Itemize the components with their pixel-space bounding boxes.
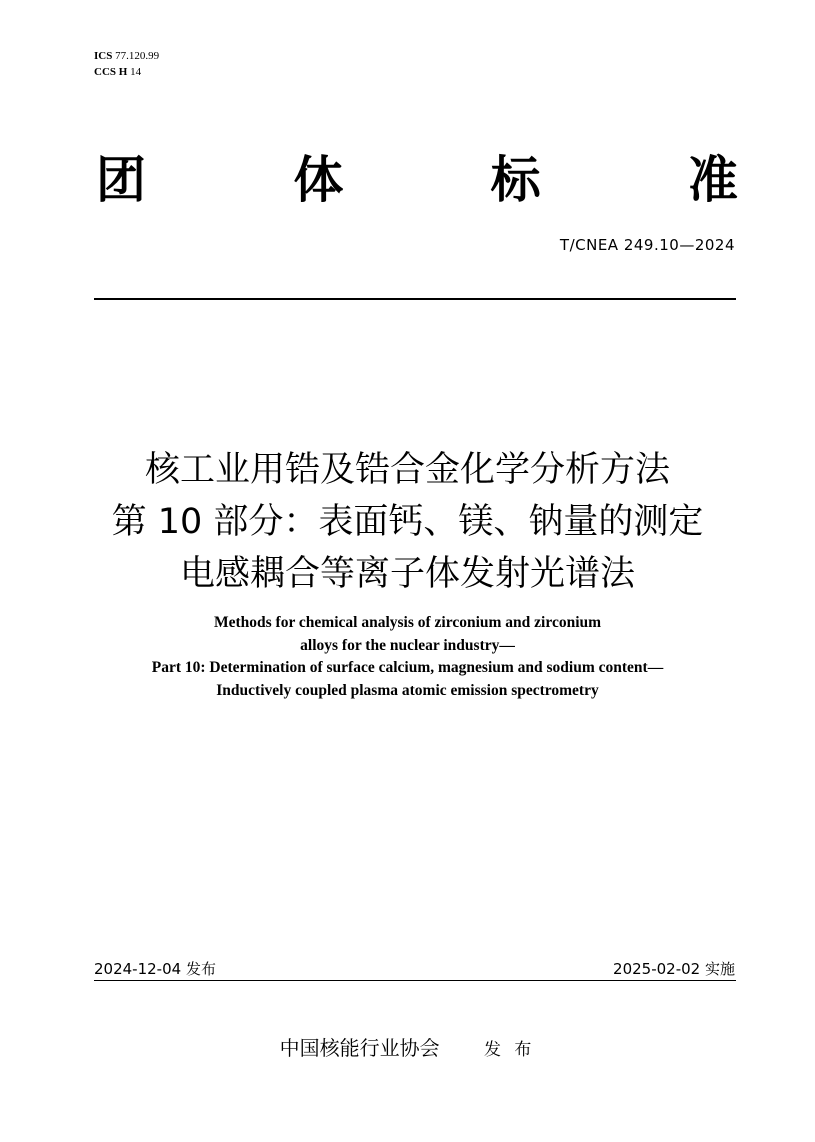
- implement-date: 2025-02-02 实施: [613, 960, 735, 978]
- publisher-line: [0, 1032, 815, 1061]
- ics-label: ICS: [94, 50, 113, 62]
- classification-codes: [94, 48, 159, 80]
- ccs-label: CCS H: [94, 66, 128, 78]
- chinese-title-line: 核工业用锆及锆合金化学分析方法: [144, 450, 670, 490]
- ics-code: [94, 48, 159, 64]
- header-divider: [94, 298, 736, 300]
- english-title-line: alloys for the nuclear industry—: [300, 636, 515, 654]
- ics-value: 77.120.99: [115, 50, 160, 62]
- english-title-line: Methods for chemical analysis of zirconium and zirconium: [213, 614, 602, 631]
- standard-type-heading: [96, 146, 738, 209]
- publisher-action: 发 布: [483, 1040, 536, 1060]
- english-title-line: Part 10: Determination of surface calcium, magnesium and sodium content—: [151, 659, 664, 676]
- standard-type-char: 团: [96, 150, 146, 209]
- standard-type-char: 准: [687, 150, 738, 209]
- english-title-line: Inductively coupled plasma atomic emission spectrometry: [216, 681, 599, 699]
- standard-type-char: 标: [490, 150, 541, 209]
- chinese-title-line: 电感耦合等离子体发射光谱法: [179, 554, 635, 594]
- english-title: [60, 612, 755, 702]
- standard-number: T/CNEA 249.10—2024: [559, 236, 735, 254]
- standard-type-char: 体: [293, 150, 344, 209]
- ccs-code: [94, 64, 159, 80]
- ccs-value: 14: [130, 66, 142, 78]
- publish-date: 2024-12-04 发布: [94, 960, 216, 978]
- chinese-title: [60, 444, 755, 600]
- chinese-title-line: 第 10 部分：表面钙、镁、钠量的测定: [111, 502, 704, 542]
- footer-divider: [94, 980, 736, 981]
- publisher-name: 中国核能行业协会: [279, 1036, 440, 1060]
